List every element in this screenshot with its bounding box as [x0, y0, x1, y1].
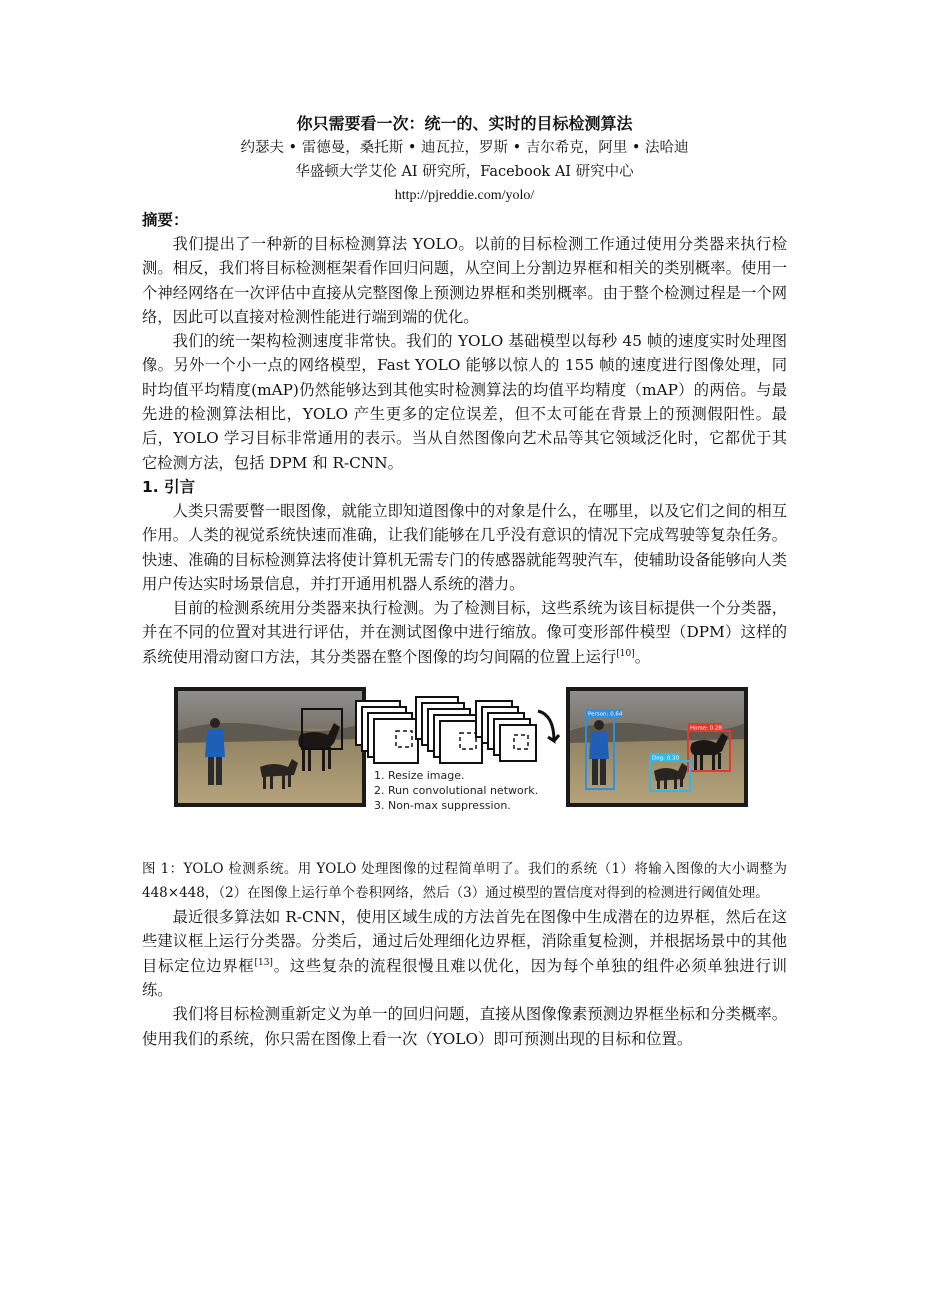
paper-page	[142, 112, 787, 1051]
section-1-heading: 1. 引言	[142, 477, 196, 496]
output-photo	[568, 689, 746, 805]
output-arrow-icon	[538, 711, 559, 741]
horse-detection-label: Horse: 0.28	[690, 725, 722, 732]
citation-ref-13: [13]	[254, 957, 273, 968]
abstract-paragraph-2: 我们的统一架构检测速度非常快。我们的 YOLO 基础模型以每秒 45 帧的速度实时处理图像。另外一个小一点的网络模型，Fast YOLO 能够以惊人的 155 帧的速度进行图像处理，同时均值平均精度(mAP)仍然能够达到其他实时检测算法的均值平均精度（mAP）的两倍。与最先进的检测算法相比，YOLO 产生更多的定位误差，但不太可能在背景上的预测假阳性。最后，YOLO 学习目标非常通用的表示。当从自然图像向艺术品等其它领域泛化时，它都优于其它检测方法，包括 DPM 和 R-CNN。	[142, 332, 787, 472]
person-detection-label: Person: 0.64	[588, 711, 623, 718]
step-3: 3. Non-max suppression.	[374, 799, 511, 813]
input-photo	[176, 689, 364, 805]
intro-paragraph-3	[142, 905, 787, 1002]
intro-paragraph-2-end: 。	[634, 647, 651, 666]
citation-ref-10: [10]	[616, 648, 635, 659]
step-1: 1. Resize image.	[374, 769, 465, 783]
intro-paragraph-3-text: 最近很多算法如 R-CNN，使用区域生成的方法首先在图像中生成潜在的边界框，然后在这些建议框上运行分类器。分类后，通过后处理细化边界框，消除重复检测，并根据场景中的其他目标定位边界框	[142, 908, 787, 975]
intro-paragraph-4: 我们将目标检测重新定义为单一的回归问题，直接从图像像素预测边界框坐标和分类概率。使用我们的系统，你只需在图像上看一次（YOLO）即可预测出现的目标和位置。	[142, 1005, 787, 1048]
paper-title: 你只需要看一次：统一的、实时的目标检测算法	[296, 114, 633, 133]
dog-detection-label: Dog: 0.30	[652, 755, 679, 762]
intro-paragraph-2-text: 目前的检测系统用分类器来执行检测。为了检测目标，这些系统为该目标提供一个分类器，并在不同的位置对其进行评估，并在测试图像中进行缩放。像可变形部件模型（DPM）这样的系统使用滑动窗口方法，其分类器在整个图像的均匀间隔的位置上运行	[142, 599, 787, 666]
abstract-paragraph-1: 我们提出了一种新的目标检测算法 YOLO。以前的目标检测工作通过使用分类器来执行检测。相反，我们将目标检测框架看作回归问题，从空间上分割边界框和相关的类别概率。使用一个神经网络在一次评估中直接从完整图像上预测边界框和类别概率。由于整个检测过程是一个网络，因此可以直接对检测性能进行端到端的优化。	[142, 235, 787, 326]
paper-affiliation: 华盛顿大学艾伦 AI 研究所，Facebook AI 研究中心	[295, 164, 634, 180]
yolo-pipeline-figure	[142, 687, 787, 837]
intro-paragraph-3-end: 。这些复杂的流程很慢且难以优化，因为每个单独的组件必须单独进行训练。	[142, 956, 787, 999]
intro-paragraph-2	[142, 596, 787, 669]
conv-network	[356, 697, 536, 763]
intro-paragraph-1: 人类只需要瞥一眼图像，就能立即知道图像中的对象是什么，在哪里，以及它们之间的相互作用。人类的视觉系统快速而准确，让我们能够在几乎没有意识的情况下完成驾驶等复杂任务。快速、准确的目标检测算法将使计算机无需专门的传感器就能驾驶汽车，使辅助设备能够向人类用户传达实时场景信息，并打开通用机器人系统的潜力。	[142, 501, 787, 593]
figure-1	[142, 687, 787, 837]
paper-url[interactable]: http://pjreddie.com/yolo/	[394, 188, 535, 203]
abstract-heading: 摘要：	[142, 211, 189, 229]
paper-authors: 约瑟夫 • 雷德曼，桑托斯 • 迪瓦拉，罗斯 • 吉尔希克，阿里 • 法哈迪	[240, 140, 689, 156]
figure-1-caption: 图 1：YOLO 检测系统。用 YOLO 处理图像的过程简单明了。我们的系统（1）将输入图像的大小调整为 448×448，（2）在图像上运行单个卷积网络，然后（3）通过模型的置信度对得到的检测进行阈值处理。	[142, 861, 787, 902]
step-2: 2. Run convolutional network.	[374, 784, 539, 798]
